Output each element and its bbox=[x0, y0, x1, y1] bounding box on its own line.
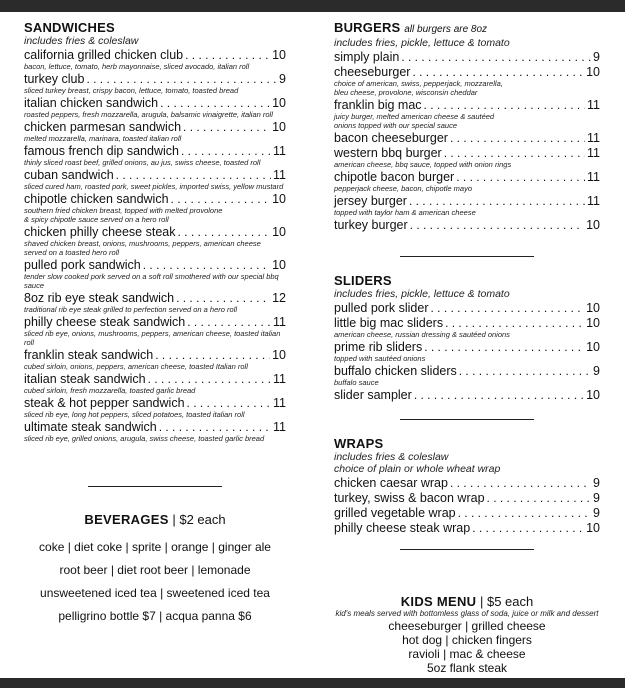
menu-item-row bbox=[334, 491, 600, 505]
menu-item-row bbox=[24, 48, 286, 62]
dot-leader bbox=[183, 120, 270, 134]
dot-leader bbox=[187, 396, 271, 410]
menu-item bbox=[334, 170, 600, 193]
dot-leader bbox=[159, 420, 271, 434]
menu-item-price: 10 bbox=[586, 218, 600, 232]
menu-item-name: philly cheese steak sandwich bbox=[24, 315, 186, 329]
menu-item-description: sliced cured ham, roasted pork, sweet pickles, imported swiss, yellow mustard bbox=[24, 182, 284, 191]
menu-item-row bbox=[334, 388, 600, 402]
menu-item-price: 11 bbox=[587, 131, 600, 145]
menu-item-name: prime rib sliders bbox=[334, 340, 423, 354]
dot-leader bbox=[424, 98, 585, 112]
menu-item-name: little big mac sliders bbox=[334, 316, 444, 330]
menu-item-row bbox=[334, 65, 600, 79]
menu-item-description: cubed sirloin, fresh mozzarella, toasted garlic bread bbox=[24, 386, 196, 395]
menu-item-row bbox=[334, 50, 600, 64]
menu-item-description: sliced turkey breast, crispy bacon, lettuce, tomato, toasted bread bbox=[24, 86, 239, 95]
menu-item bbox=[334, 340, 600, 363]
menu-item-name: cheeseburger bbox=[334, 65, 411, 79]
menu-item-row bbox=[334, 98, 600, 112]
menu-item-price: 10 bbox=[272, 48, 286, 62]
menu-item-price: 10 bbox=[586, 316, 600, 330]
menu-item-name: ultimate steak sandwich bbox=[24, 420, 157, 434]
menu-item bbox=[24, 315, 286, 347]
menu-item bbox=[24, 348, 286, 371]
menu-item-price: 11 bbox=[273, 168, 286, 182]
menu-item-row bbox=[24, 192, 286, 206]
left-column bbox=[24, 20, 286, 443]
menu-item bbox=[24, 225, 286, 257]
menu-item-name: chicken philly cheese steak bbox=[24, 225, 176, 239]
kids-line: hot dog | chicken fingers bbox=[402, 633, 532, 647]
menu-item-name: turkey burger bbox=[334, 218, 408, 232]
dot-leader bbox=[401, 50, 591, 64]
menu-item-description: tender slow cooked pork served on a soft roll smothered with our special bbq sauce bbox=[24, 272, 279, 290]
menu-item bbox=[334, 476, 600, 490]
menu-item-row bbox=[24, 72, 286, 86]
menu-item-description: choice of american, swiss, pepperjack, mozzarella, bbox=[334, 79, 503, 88]
menu-item-row bbox=[334, 301, 600, 315]
menu-item bbox=[334, 146, 600, 169]
beverages-line: pelligrino bottle $7 | acqua panna $6 bbox=[58, 609, 252, 623]
dot-leader bbox=[148, 372, 271, 386]
menu-item bbox=[334, 218, 600, 232]
menu-item-description: juicy burger, melted american cheese & sautéed bbox=[334, 112, 495, 121]
dot-leader bbox=[155, 348, 270, 362]
menu-item bbox=[24, 396, 286, 419]
bottom-border-bar bbox=[0, 678, 625, 688]
menu-item-row bbox=[24, 315, 286, 329]
menu-item bbox=[24, 372, 286, 395]
menu-item-name: pulled pork sandwich bbox=[24, 258, 141, 272]
burgers-title-text: BURGERS bbox=[334, 20, 401, 35]
dot-leader bbox=[472, 521, 584, 535]
beverages-line: root beer | diet root beer | lemonade bbox=[59, 563, 251, 577]
kids-line: ravioli | mac & cheese bbox=[408, 647, 526, 661]
dot-leader bbox=[410, 218, 584, 232]
dot-leader bbox=[176, 291, 270, 305]
menu-item-price: 10 bbox=[272, 225, 286, 239]
menu-item bbox=[334, 364, 600, 387]
menu-item-row bbox=[334, 340, 600, 354]
menu-item bbox=[334, 50, 600, 64]
menu-item bbox=[24, 420, 286, 443]
section-subtitle-burgers: includes fries, pickle, lettuce & tomato bbox=[334, 37, 510, 49]
menu-item-price: 9 bbox=[593, 50, 600, 64]
menu-item-description: served on a toasted hero roll bbox=[24, 248, 120, 257]
menu-item-name: western bbq burger bbox=[334, 146, 442, 160]
beverages-line: coke | diet coke | sprite | orange | ginger ale bbox=[39, 540, 271, 554]
menu-item bbox=[334, 131, 600, 145]
menu-item-price: 11 bbox=[273, 144, 286, 158]
menu-item-name: pulled pork slider bbox=[334, 301, 429, 315]
menu-item-name: turkey club bbox=[24, 72, 85, 86]
divider-burgers bbox=[400, 256, 534, 257]
section-subtitle-sandwiches: includes fries & coleslaw bbox=[24, 35, 139, 47]
menu-item-row bbox=[24, 168, 286, 182]
section-title-kids: KIDS MENU bbox=[400, 594, 477, 609]
menu-item-name: bacon cheeseburger bbox=[334, 131, 448, 145]
menu-item-price: 10 bbox=[272, 120, 286, 134]
menu-item-description: shaved chicken breast, onions, mushrooms, peppers, american cheese bbox=[24, 239, 261, 248]
menu-item-description: bleu cheese, provolone, wisconsin cheddar bbox=[334, 88, 478, 97]
dot-leader bbox=[450, 131, 585, 145]
menu-list-burgers bbox=[334, 50, 600, 232]
menu-item-row bbox=[334, 476, 600, 490]
menu-item-price: 11 bbox=[273, 372, 286, 386]
menu-item-name: italian steak sandwich bbox=[24, 372, 146, 386]
menu-item-price: 9 bbox=[593, 364, 600, 378]
dot-leader bbox=[414, 388, 584, 402]
dot-leader bbox=[187, 315, 271, 329]
menu-item-description: melted mozzarella, marinara, toasted italian roll bbox=[24, 134, 182, 143]
kids-line: cheeseburger | grilled cheese bbox=[388, 619, 546, 633]
menu-item-name: philly cheese steak wrap bbox=[334, 521, 471, 535]
divider-left bbox=[88, 486, 222, 487]
menu-item-description: onions topped with our special sauce bbox=[334, 121, 457, 130]
section-subtitle-sliders: includes fries, pickle, lettuce & tomato bbox=[334, 288, 510, 300]
menu-item-name: chicken parmesan sandwich bbox=[24, 120, 182, 134]
menu-item bbox=[334, 194, 600, 217]
menu-item-name: cuban sandwich bbox=[24, 168, 114, 182]
menu-item-price: 11 bbox=[587, 146, 600, 160]
dot-leader bbox=[171, 192, 271, 206]
dot-leader bbox=[487, 491, 592, 505]
menu-item-row bbox=[24, 258, 286, 272]
menu-item-row bbox=[334, 521, 600, 535]
menu-item-description: & spicy chipotle sauce served on a hero roll bbox=[24, 215, 169, 224]
dot-leader bbox=[424, 340, 584, 354]
section-title-sliders: SLIDERS bbox=[334, 273, 392, 288]
menu-item-name: turkey, swiss & bacon wrap bbox=[334, 491, 485, 505]
menu-item-row bbox=[334, 194, 600, 208]
divider-wraps bbox=[400, 549, 534, 550]
menu-item-row bbox=[24, 396, 286, 410]
dot-leader bbox=[456, 170, 585, 184]
menu-item-row bbox=[334, 131, 600, 145]
menu-item bbox=[24, 258, 286, 290]
menu-item-description: topped with sautéed onions bbox=[334, 354, 426, 363]
menu-item-price: 10 bbox=[586, 340, 600, 354]
menu-item-name: famous french dip sandwich bbox=[24, 144, 179, 158]
menu-item-price: 11 bbox=[273, 396, 286, 410]
menu-item-row bbox=[334, 146, 600, 160]
menu-item-price: 9 bbox=[593, 491, 600, 505]
menu-item-price: 12 bbox=[272, 291, 286, 305]
kids-note: kid's meals served with bottomless glass of soda, juice or milk and dessert bbox=[335, 609, 599, 618]
menu-item-price: 10 bbox=[272, 348, 286, 362]
menu-item-row bbox=[334, 506, 600, 520]
dot-leader bbox=[185, 48, 270, 62]
menu-item-name: 8oz rib eye steak sandwich bbox=[24, 291, 175, 305]
kids-menu-block bbox=[334, 594, 600, 675]
menu-item bbox=[24, 144, 286, 167]
dot-leader bbox=[444, 146, 585, 160]
menu-item-description: southern fried chicken breast, topped with melted provolone bbox=[24, 206, 223, 215]
menu-item-name: california grilled chicken club bbox=[24, 48, 184, 62]
menu-item-price: 11 bbox=[587, 194, 600, 208]
wraps-block bbox=[334, 436, 600, 535]
menu-item bbox=[334, 491, 600, 505]
kids-line: 5oz flank steak bbox=[426, 661, 508, 675]
section-title-burgers bbox=[334, 20, 600, 37]
burgers-title-note: all burgers are 8oz bbox=[404, 24, 488, 35]
dot-leader bbox=[116, 168, 271, 182]
menu-item-name: grilled vegetable wrap bbox=[334, 506, 456, 520]
menu-item bbox=[24, 72, 286, 95]
menu-item-price: 10 bbox=[272, 96, 286, 110]
beverages-price: | $2 each bbox=[172, 512, 226, 527]
kids-price: | $5 each bbox=[480, 594, 534, 609]
menu-item-row bbox=[334, 364, 600, 378]
dot-leader bbox=[412, 65, 584, 79]
menu-item bbox=[334, 316, 600, 339]
menu-item bbox=[334, 388, 600, 402]
kids-header bbox=[334, 594, 600, 609]
menu-item-description: traditional rib eye steak grilled to perfection served on a hero roll bbox=[24, 305, 238, 314]
dot-leader bbox=[450, 476, 591, 490]
menu-item-description: cubed sirloin, onions, peppers, american cheese, toasted Italian roll bbox=[24, 362, 248, 371]
dot-leader bbox=[459, 364, 591, 378]
section-title-wraps: WRAPS bbox=[334, 436, 384, 451]
menu-item bbox=[24, 168, 286, 191]
menu-item-row bbox=[24, 96, 286, 110]
menu-item-name: chicken caesar wrap bbox=[334, 476, 448, 490]
dot-leader bbox=[86, 72, 277, 86]
menu-item-row bbox=[24, 372, 286, 386]
beverages-block bbox=[24, 512, 286, 628]
menu-item-description: sliced rib eye, long hot peppers, sliced potatoes, toasted italian roll bbox=[24, 410, 245, 419]
dot-leader bbox=[143, 258, 270, 272]
sliders-block bbox=[334, 273, 600, 402]
menu-item-description: pepperjack cheese, bacon, chipotle mayo bbox=[334, 184, 473, 193]
menu-item-row bbox=[24, 120, 286, 134]
menu-item bbox=[334, 65, 600, 97]
menu-item-price: 9 bbox=[593, 476, 600, 490]
menu-item-name: steak & hot pepper sandwich bbox=[24, 396, 185, 410]
menu-item bbox=[334, 521, 600, 535]
menu-item-name: buffalo chicken sliders bbox=[334, 364, 457, 378]
menu-item-row bbox=[24, 225, 286, 239]
menu-item-description: roasted peppers, fresh mozzarella, arugula, balsamic vinaigrette, italian roll bbox=[24, 110, 273, 119]
menu-list-sliders bbox=[334, 301, 600, 402]
section-title-sandwiches: SANDWICHES bbox=[24, 20, 115, 35]
menu-item-price: 11 bbox=[587, 98, 600, 112]
menu-list-sandwiches bbox=[24, 48, 286, 443]
top-border-bar bbox=[0, 0, 625, 12]
menu-item-name: chipotle chicken sandwich bbox=[24, 192, 169, 206]
menu-item-price: 10 bbox=[586, 301, 600, 315]
menu-item-price: 11 bbox=[273, 315, 286, 329]
beverages-line: unsweetened iced tea | sweetened iced tea bbox=[40, 586, 270, 600]
menu-item-name: franklin big mac bbox=[334, 98, 422, 112]
menu-item-name: simply plain bbox=[334, 50, 400, 64]
dot-leader bbox=[445, 316, 584, 330]
kids-list bbox=[334, 619, 600, 675]
dot-leader bbox=[409, 194, 585, 208]
menu-item-name: chipotle bacon burger bbox=[334, 170, 455, 184]
menu-item-price: 11 bbox=[273, 420, 286, 434]
menu-item-price: 10 bbox=[272, 258, 286, 272]
dot-leader bbox=[458, 506, 591, 520]
menu-item bbox=[334, 301, 600, 315]
menu-item-row bbox=[24, 348, 286, 362]
divider-sliders bbox=[400, 419, 534, 420]
menu-item-description: thinly sliced roast beef, grilled onions, au jus, swiss cheese, toasted roll bbox=[24, 158, 261, 167]
menu-item-row bbox=[334, 316, 600, 330]
section-subtitle-wraps: includes fries & coleslaw bbox=[334, 451, 449, 463]
menu-item-description: topped with taylor ham & american cheese bbox=[334, 208, 476, 217]
menu-item bbox=[24, 291, 286, 314]
menu-item-description: american cheese, bbq sauce, topped with onion rings bbox=[334, 160, 512, 169]
dot-leader bbox=[181, 144, 271, 158]
menu-list-wraps bbox=[334, 476, 600, 535]
menu-item bbox=[334, 98, 600, 130]
menu-item-description: bacon, lettuce, tomato, herb mayonnaise, sliced avocado, italian roll bbox=[24, 62, 250, 71]
menu-item bbox=[24, 192, 286, 224]
menu-item-name: slider sampler bbox=[334, 388, 412, 402]
menu-item bbox=[24, 48, 286, 71]
menu-item bbox=[24, 120, 286, 143]
section-title-beverages: BEVERAGES bbox=[84, 512, 169, 527]
menu-item-row bbox=[334, 170, 600, 184]
dot-leader bbox=[177, 225, 270, 239]
menu-item-price: 10 bbox=[272, 192, 286, 206]
section-subtitle2-wraps: choice of plain or whole wheat wrap bbox=[334, 463, 501, 475]
menu-item-row bbox=[24, 144, 286, 158]
menu-item-price: 11 bbox=[587, 170, 600, 184]
menu-item-description: sliced rib eye, grilled onions, arugula, swiss cheese, toasted garlic bread bbox=[24, 434, 265, 443]
menu-item-name: italian chicken sandwich bbox=[24, 96, 159, 110]
menu-item-name: jersey burger bbox=[334, 194, 407, 208]
right-column bbox=[334, 20, 600, 550]
menu-item-price: 9 bbox=[593, 506, 600, 520]
menu-item-description: buffalo sauce bbox=[334, 378, 379, 387]
beverages-header bbox=[24, 512, 286, 528]
menu-item-name: franklin steak sandwich bbox=[24, 348, 154, 362]
menu-item bbox=[334, 506, 600, 520]
menu-item-row bbox=[24, 291, 286, 305]
menu-item-price: 10 bbox=[586, 65, 600, 79]
dot-leader bbox=[431, 301, 585, 315]
menu-item-price: 9 bbox=[279, 72, 286, 86]
menu-item-row bbox=[24, 420, 286, 434]
menu-item bbox=[24, 96, 286, 119]
menu-item-description: american cheese, russian dressing & sautéed onions bbox=[334, 330, 510, 339]
beverages-list bbox=[24, 536, 286, 628]
menu-item-price: 10 bbox=[586, 388, 600, 402]
menu-item-row bbox=[334, 218, 600, 232]
dot-leader bbox=[160, 96, 270, 110]
menu-item-description: sliced rib eye, onions, mushrooms, peppers, american cheese, toasted italian roll bbox=[24, 329, 281, 347]
menu-item-price: 10 bbox=[586, 521, 600, 535]
